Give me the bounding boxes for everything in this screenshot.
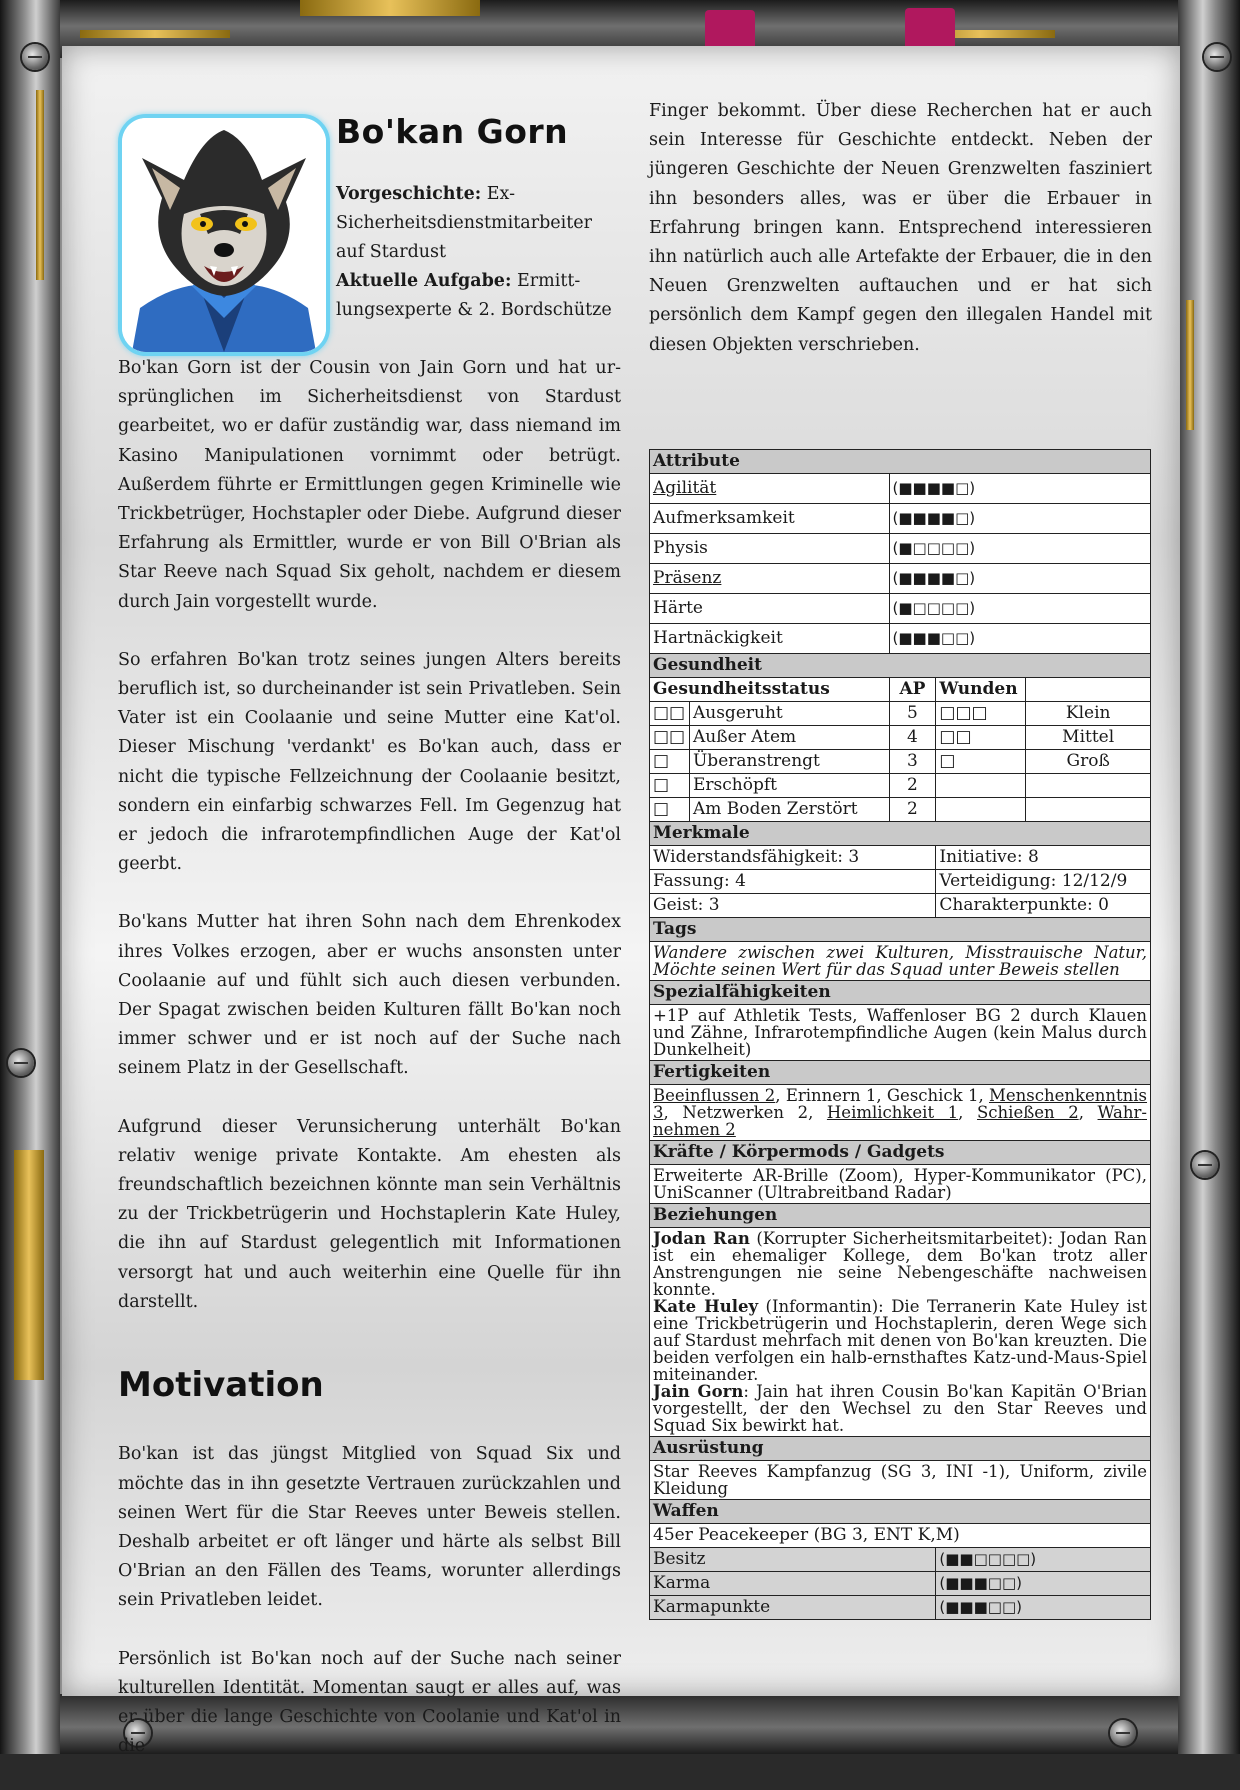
background-value: Ex-Sicherheitsdienstmitarbeiter auf Stardust [336, 184, 592, 262]
gold-trim [300, 0, 480, 16]
left-column [118, 354, 621, 1790]
attribute-name: Physis [650, 534, 890, 564]
powers-text: Erweiterte AR-Brille (Zoom), Hyper-Kommunikator (PC), UniScanner (Ultrabreitband Radar) [650, 1165, 1151, 1204]
section-header [650, 822, 1151, 846]
character-meta [336, 180, 616, 325]
trait-left: Geist: 3 [650, 894, 936, 918]
trait-right: Verteidigung: 12/12/9 [936, 870, 1151, 894]
tags-title: Tags [650, 918, 1151, 942]
relation-text: : Jain hat ihren Cousin Bo'kan Kapitän O'Brian vorgestellt, der den Wechsel zu den Star Reeves und Squad Six bewirkt hat. [653, 1382, 1147, 1435]
health-checkboxes[interactable]: □ [650, 750, 690, 774]
health-col-status: Gesundheitsstatus [650, 678, 890, 702]
frame-left [0, 0, 60, 1754]
skills-title: Fertigkeiten [650, 1061, 1151, 1085]
gold-trim [1186, 300, 1194, 430]
resource-rating: (■■■□□) [936, 1596, 1151, 1620]
attribute-rating: (■□□□□) [889, 534, 1150, 564]
attribute-name: Agilität [650, 474, 890, 504]
werewolf-portrait-image [122, 118, 326, 352]
wound-size: Groß [1026, 750, 1151, 774]
body-paragraph: Persönlich ist Bo'kan noch auf der Suche nach seiner kulturellen Identität. Momentan saugt er alles auf, was er über die lange Geschichte von Coolanie und Kat'ol in die [118, 1648, 621, 1757]
health-row [650, 726, 1151, 750]
resource-row [650, 1572, 1151, 1596]
section-header [650, 1204, 1151, 1228]
attribute-name: Hartnäckigkeit [650, 624, 890, 654]
relation-name: Jain Gorn [653, 1382, 744, 1401]
skill-item: Netzwerken 2 [682, 1103, 809, 1122]
wound-size: Mittel [1026, 726, 1151, 750]
relation-name: Kate Huley [653, 1297, 759, 1316]
tags-row [650, 942, 1151, 981]
equipment-row [650, 1461, 1151, 1500]
empty-cell [936, 774, 1026, 798]
gold-trim [36, 90, 44, 280]
section-header [650, 1141, 1151, 1165]
wound-size: Klein [1026, 702, 1151, 726]
health-row [650, 750, 1151, 774]
health-label: Am Boden Zerstört [689, 798, 889, 822]
health-label: Überanstrengt [689, 750, 889, 774]
health-checkboxes[interactable]: □ [650, 798, 690, 822]
attribute-name: Aufmerksamkeit [650, 504, 890, 534]
equipment-title: Ausrüstung [650, 1437, 1151, 1461]
trait-left: Fassung: 4 [650, 870, 936, 894]
relation-text: (Korrupter Sicherheitsmitarbeitet): Jodan Ran ist ein ehemaliger Kollege, dem Bo'kan trotz aller Anstrengungen nie seine Nebengeschäfte nachweisen konnte. [653, 1229, 1148, 1299]
attribute-row [650, 594, 1151, 624]
skill-item: Menschenkenntnis 3 [653, 1086, 1148, 1122]
weapons-text: 45er Peacekeeper (BG 3, ENT K,M) [650, 1524, 1151, 1548]
relations-title: Beziehungen [650, 1204, 1151, 1228]
attribute-row [650, 504, 1151, 534]
section-header [650, 981, 1151, 1005]
health-header-row [650, 678, 1151, 702]
special-text: +1P auf Athletik Tests, Waffenloser BG 2 durch Klauen und Zähne, Infrarotempfindliche Augen (kein Malus durch Dunkelheit) [650, 1005, 1151, 1061]
resource-rating: (■■■□□) [936, 1572, 1151, 1596]
attribute-rating: (■■■□□) [889, 624, 1150, 654]
skill-item: Beeinflussen 2 [653, 1086, 776, 1105]
relation-name: Jodan Ran [653, 1229, 750, 1248]
equipment-text: Star Reeves Kampfanzug (SG 3, INI -1), Uniform, zivile Kleidung [650, 1461, 1151, 1500]
body-paragraph: Bo'kans Mutter hat ihren Sohn nach dem Ehrenkodex ihres Volkes erzogen, aber er wuchs ansonsten unter Coolaanie auf und fühlt sich auch diesen verbunden. Der Spagat zwischen beiden Kulturen fällt Bo'kan noch immer schwer und er ist noch auf der Suche nach seinem Platz in der Gesellschaft. [118, 912, 621, 1079]
health-label: Außer Atem [689, 726, 889, 750]
trait-right: Initiative: 8 [936, 846, 1151, 870]
bolt-icon [22, 44, 48, 70]
bolt-icon [8, 1050, 34, 1076]
health-ap: 3 [889, 750, 936, 774]
section-header [650, 918, 1151, 942]
resource-row [650, 1596, 1151, 1620]
trait-row [650, 846, 1151, 870]
traits-title: Merkmale [650, 822, 1151, 846]
resource-rating: (■■□□□□) [936, 1548, 1151, 1572]
attribute-row [650, 474, 1151, 504]
wound-checkboxes[interactable]: □□□ [936, 702, 1026, 726]
skills-row [650, 1085, 1151, 1141]
body-paragraph: Bo'kan ist das jüngst Mitglied von Squad Six und möchte das in ihn gesetzte Vertrauen zurückzahlen und seinen Wert für die Star Reeves unter Beweis stellen. Deshalb arbeitet er oft länger und härte als selbst Bill O'Brian an den Fällen des Teams, worunter allerdings sein Privatleben leidet. [118, 1444, 621, 1611]
wound-checkboxes[interactable]: □□ [936, 726, 1026, 750]
health-label: Ausgeruht [689, 702, 889, 726]
attribute-rating: (■■■■□) [889, 474, 1150, 504]
body-paragraph: So erfahren Bo'kan trotz seines jungen Alters bereits beruflich ist, so durcheinander ist sein Privatleben. Sein Vater ist ein Coolaanie und seine Mutter eine Kat'ol. Dieser Mischung 'verdankt' es Bo'kan auch, dass er nicht die typische Fellzeichnung der Coolaanie besitzt, sondern ein einfarbig schwarzes Fell. Im Gegenzug hat er jedoch die infrarotempfindlichen Auge der Kat'ol geerbt. [118, 649, 621, 875]
character-sheet-table [649, 449, 1151, 1620]
health-ap: 2 [889, 798, 936, 822]
section-header [650, 450, 1151, 474]
body-paragraph: Bo'kan Gorn ist der Cousin von Jain Gorn und hat ursprünglichen im Sicherheitsdienst von Stardust gearbeitet, wo er dafür zuständig war, dass niemand im Kasino Manipulationen vornimmt oder betrügt. Außerdem führte er Ermittlungen gegen Kriminelle wie Trickbetrüger, Hochstapler oder Diebe. Aufgrund dieser Erfahrung als Ermittler, wurde er von Bill O'Brian als Star Reeve nach Squad Six geholt, nachdem er diesem durch Jain vorgestellt wurde. [118, 358, 621, 612]
empty-cell [1026, 678, 1151, 702]
relations-list [650, 1228, 1151, 1437]
section-header [650, 1061, 1151, 1085]
attribute-name: Härte [650, 594, 890, 624]
attribute-row [650, 624, 1151, 654]
gold-trim [14, 1150, 44, 1380]
background-label: Vorgeschichte: [336, 184, 482, 204]
health-checkboxes[interactable]: □ [650, 774, 690, 798]
gold-trim [80, 30, 230, 38]
skills-list: Beeinflussen 2, Erinnern 1, Geschick 1, Menschenkenntnis 3, Netzwerken 2, Heimlichkeit 1, Schießen 2, Wahrnehmen 2 [650, 1085, 1151, 1141]
section-header [650, 1500, 1151, 1524]
relation-entry [653, 1230, 1147, 1298]
empty-cell [1026, 798, 1151, 822]
health-label: Erschöpft [689, 774, 889, 798]
relation-entry [653, 1298, 1147, 1383]
tags-text: Wandere zwischen zwei Kulturen, Misstrauische Natur, Möchte seinen Wert für das Squad unter Beweis stellen [650, 942, 1151, 981]
empty-cell [1026, 774, 1151, 798]
bolt-icon [1192, 1152, 1218, 1178]
attribute-rating: (■□□□□) [889, 594, 1150, 624]
relations-row [650, 1228, 1151, 1437]
skill-item: Erinnern 1 [785, 1086, 877, 1105]
health-row [650, 774, 1151, 798]
attributes-title: Attribute [650, 450, 1151, 474]
empty-cell [936, 798, 1026, 822]
task-value: Ermittlungsexperte & 2. Bordschütze [336, 271, 612, 320]
relation-text: (Informantin): Die Terranerin Kate Huley ist eine Trickbetrügerin und Hochstaplerin, deren Wege sich auf Stardust mehrfach mit denen von Bo'kan kreuzten. Die beiden verfolgen ein halb-ernsthaftes Katz-und-Maus-Spiel miteinander. [653, 1297, 1147, 1384]
special-row [650, 1005, 1151, 1061]
trait-right: Charakterpunkte: 0 [936, 894, 1151, 918]
skill-item: Heimlichkeit 1 [826, 1103, 959, 1122]
health-col-ap: AP [889, 678, 936, 702]
powers-row [650, 1165, 1151, 1204]
weapons-row [650, 1524, 1151, 1548]
frame-right [1178, 0, 1240, 1754]
trait-row [650, 870, 1151, 894]
resource-name: Karma [650, 1572, 936, 1596]
wound-checkboxes[interactable]: □ [936, 750, 1026, 774]
powers-title: Kräfte / Körpermods / Gadgets [650, 1141, 1151, 1165]
character-name: Bo'kan Gorn [336, 112, 569, 151]
attribute-rating: (■■■■□) [889, 564, 1150, 594]
health-ap: 4 [889, 726, 936, 750]
right-column-paragraph: Finger bekommt. Über diese Recherchen hat er auch sein Interesse für Geschichte entdeckt. Neben der jüngeren Geschichte der Neuen Grenzwelten fasziniert ihn besonders alles, was er über die Erbauer in Erfahrung bringen kann. Entsprechend interessieren ihn natürlich auch alle Artefakte der Erbauer, die in den Neuen Grenzwelten auftauchen und er hat sich persönlich dem Kampf gegen den illegalen Handel mit diesen Objekten verschrieben. [649, 101, 1152, 355]
skill-item: Geschick 1 [886, 1086, 979, 1105]
task-label: Aktuelle Aufgabe: [336, 271, 512, 291]
resource-name: Besitz [650, 1548, 936, 1572]
health-ap: 5 [889, 702, 936, 726]
section-header [650, 654, 1151, 678]
character-portrait [118, 114, 330, 356]
health-title: Gesundheit [650, 654, 1151, 678]
resource-row [650, 1548, 1151, 1572]
attribute-row [650, 564, 1151, 594]
bolt-icon [1204, 44, 1230, 70]
skill-item: Schießen 2 [977, 1103, 1079, 1122]
attribute-name: Präsenz [650, 564, 890, 594]
special-title: Spezialfähigkeiten [650, 981, 1151, 1005]
relation-entry [653, 1383, 1147, 1434]
resource-name: Karmapunkte [650, 1596, 936, 1620]
bolt-icon [1110, 1720, 1136, 1746]
trait-row [650, 894, 1151, 918]
motivation-heading: Motivation [118, 1365, 324, 1406]
health-checkboxes[interactable]: □□ [650, 726, 690, 750]
section-header [650, 1437, 1151, 1461]
body-paragraph: Aufgrund dieser Verunsicherung unterhält Bo'kan relativ wenige private Kontakte. Am ehesten als freundschaftlich bezeichnen könnte man sein Verhältnis zu der Trickbetrügerin und Hochstaplerin Kate Huley, die ihn auf Stardust gelegentlich mit Informationen versorgt hat und auch weiterhin eine Quelle für ihn darstellt. [118, 1116, 621, 1312]
attribute-row [650, 534, 1151, 564]
health-checkboxes[interactable]: □□ [650, 702, 690, 726]
skill-item: Wahrnehmen 2 [653, 1103, 1147, 1139]
health-col-wounds: Wunden [936, 678, 1026, 702]
trait-left: Widerstandsfähigkeit: 3 [650, 846, 936, 870]
health-row [650, 798, 1151, 822]
health-ap: 2 [889, 774, 936, 798]
attribute-rating: (■■■■□) [889, 504, 1150, 534]
weapons-title: Waffen [650, 1500, 1151, 1524]
health-row [650, 702, 1151, 726]
